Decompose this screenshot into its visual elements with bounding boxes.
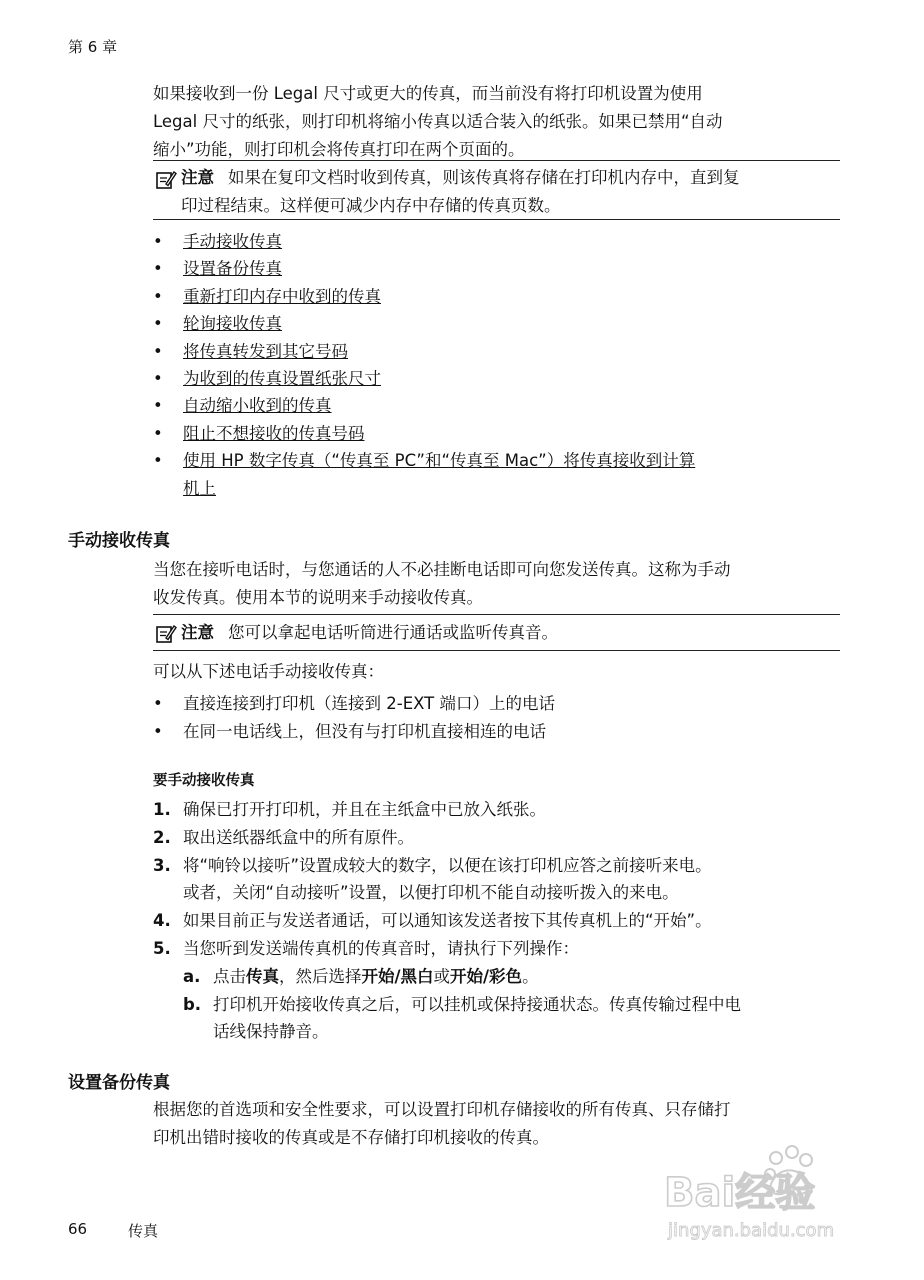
topic-link[interactable]: 设置备份传真	[183, 259, 282, 279]
intro-line: 如果接收到一份 Legal 尺寸或更大的传真，而当前没有将打印机设置为使用	[153, 84, 703, 103]
topic-link[interactable]: 阻止不想接收的传真号码	[183, 423, 365, 443]
ui-term-start-black: 开始/黑白	[361, 967, 434, 986]
watermark-url: jingyan.baidu.com	[668, 1220, 835, 1241]
list-item	[153, 283, 843, 310]
watermark-brand: Bai经验	[664, 1170, 816, 1216]
step-text: 取出送纸器纸盒中的所有原件。	[183, 828, 414, 847]
phone-bullet-list	[153, 690, 555, 746]
list-item	[153, 228, 843, 255]
chapter-label: 第 6 章	[68, 38, 118, 56]
step-number: 5.	[153, 939, 171, 958]
ui-term-fax: 传真	[246, 967, 279, 986]
step-text: 确保已打开打印机，并且在主纸盒中已放入纸张。	[183, 800, 546, 819]
paragraph-line: 当您在接听电话时，与您通话的人不必挂断电话即可向您发送传真。这称为手动	[153, 560, 731, 579]
step-item	[153, 824, 843, 851]
note-text-line2: 印过程结束。这样便可减少内存中存储的传真页数。	[181, 196, 561, 215]
topic-link[interactable]: 将传真转发到其它号码	[183, 341, 348, 361]
intro-paragraph	[153, 80, 843, 164]
topic-link[interactable]: 为收到的传真设置纸张尺寸	[183, 369, 381, 389]
step-text: 将“响铃以接听”设置成较大的数字，以便在该打印机应答之前接听来电。	[183, 856, 712, 875]
link-line: 机上	[183, 478, 216, 498]
note-text: 如果在复印文档时收到传真，则该传真将存储在打印机内存中，直到复	[228, 168, 740, 187]
list-item	[153, 447, 843, 502]
topic-link[interactable]: 轮询接收传真	[183, 314, 282, 334]
topic-link[interactable]: 自动缩小收到的传真	[183, 396, 332, 416]
step-number: 1.	[153, 800, 171, 819]
substep-item	[183, 963, 843, 990]
step-item	[153, 907, 843, 934]
note-label: 注意	[181, 623, 214, 642]
note-box	[153, 614, 840, 651]
topic-link[interactable]: 重新打印内存中收到的传真	[183, 286, 381, 306]
section-paragraph	[153, 556, 843, 612]
note-text: 您可以拿起电话听筒进行通话或监听传真音。	[228, 623, 558, 642]
substep-text: 打印机开始接收传真之后，可以挂机或保持接通状态。传真传输过程中电	[213, 995, 741, 1014]
paragraph-line: 收发传真。使用本节的说明来手动接收传真。	[153, 588, 483, 607]
link-line: • 使用 HP 数字传真（“传真至 PC”和“传真至 Mac”）将传真接收到计算	[183, 451, 696, 471]
substep-text: 话线保持静音。	[213, 1022, 329, 1041]
note-pencil-icon	[155, 169, 177, 191]
ui-term-start-color: 开始/彩色	[450, 967, 523, 986]
step-item	[153, 796, 843, 823]
step-item	[153, 852, 843, 906]
step-text: 如果目前正与发送者通话，可以通知该发送者按下其传真机上的“开始”。	[183, 911, 712, 930]
substep-letter: a.	[183, 967, 201, 986]
paragraph-line: 根据您的首选项和安全性要求，可以设置打印机存储接收的所有传真、只存储打	[153, 1100, 731, 1119]
page-number: 66	[68, 1220, 88, 1238]
note-label: 注意	[181, 168, 214, 187]
list-item	[153, 365, 843, 392]
baidu-watermark-logo	[664, 1136, 864, 1246]
step-number: 2.	[153, 828, 171, 847]
section-heading-backup-fax: 设置备份传真	[68, 1073, 170, 1093]
substep-letter: b.	[183, 995, 202, 1014]
substep-text: 。	[522, 967, 539, 986]
topic-link-list	[153, 228, 843, 502]
step-number: 3.	[153, 856, 171, 875]
paragraph-line: 印机出错时接收的传真或是不存储打印机接收的传真。	[153, 1128, 549, 1147]
substeps	[183, 963, 843, 1045]
step-text: 当您听到发送端传真机的传真音时，请执行下列操作：	[183, 939, 579, 958]
topic-link[interactable]: 手动接收传真	[183, 232, 282, 251]
intro-line: Legal 尺寸的纸张，则打印机将缩小传真以适合装入的纸张。如果已禁用“自动	[153, 112, 723, 131]
lead-text: 可以从下述电话手动接收传真：	[153, 662, 384, 681]
footer-title: 传真	[128, 1222, 159, 1240]
substep-item	[183, 991, 843, 1045]
list-item	[153, 310, 843, 337]
section-heading-manual-receive: 手动接收传真	[68, 531, 170, 551]
substep-text: ，然后选择	[279, 967, 362, 986]
list-item	[153, 255, 843, 282]
topic-link-hp-digital-fax[interactable]	[183, 447, 843, 502]
list-item	[153, 338, 843, 365]
list-item	[153, 392, 843, 419]
note-pencil-icon	[155, 623, 177, 645]
step-number: 4.	[153, 911, 171, 930]
substep-text: 点击	[213, 967, 246, 986]
procedure-steps	[153, 796, 843, 1045]
step-item	[153, 935, 843, 1045]
procedure-title: 要手动接收传真	[153, 773, 255, 789]
list-item: • 在同一电话线上，但没有与打印机直接相连的电话	[153, 718, 555, 746]
list-item: • 直接连接到打印机（连接到 2-EXT 端口）上的电话	[153, 690, 555, 718]
list-item	[153, 420, 843, 447]
intro-line: 缩小”功能，则打印机会将传真打印在两个页面的。	[153, 140, 525, 159]
note-box	[153, 160, 840, 220]
step-text: 或者，关闭“自动接听”设置，以便打印机不能自动接听拨入的来电。	[183, 883, 679, 902]
substep-text: 或	[433, 967, 451, 986]
